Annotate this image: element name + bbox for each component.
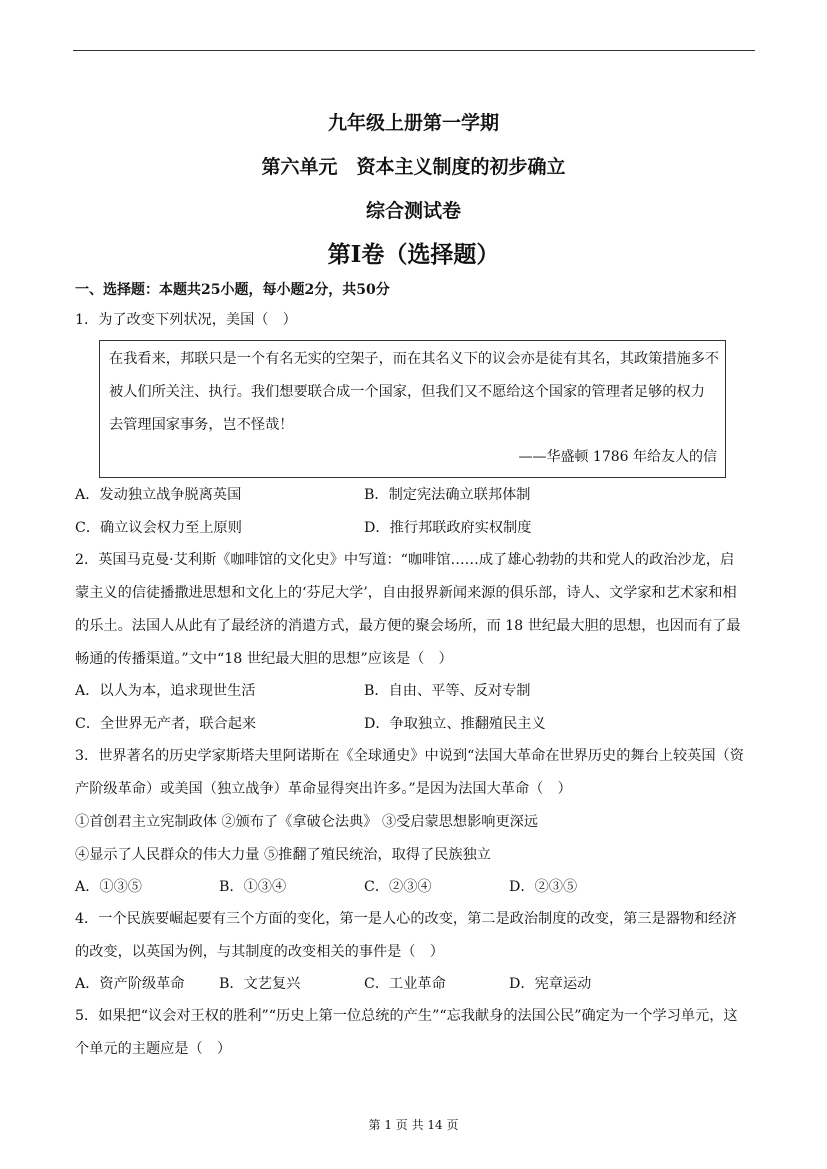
q3-option-c: C．②③④ [364, 879, 432, 895]
q1-option-d: D．推行邦联政府实权制度 [364, 520, 532, 536]
q4-option-d: D．宪章运动 [509, 976, 592, 992]
volume-title: 第Ⅰ卷（选择题） [327, 241, 500, 268]
q3-item-line: ④显示了人民群众的伟大力量 ⑤推翻了殖民统治，取得了民族独立 [75, 847, 491, 863]
q4-option-b: B．文艺复兴 [219, 976, 301, 992]
q3-option-d: D．②③⑤ [509, 879, 578, 895]
q5-line: 个单元的主题应是（ ） [75, 1041, 232, 1057]
q3-line: 产阶级革命）或美国（独立战争）革命显得突出许多。”是因为法国大革命（ ） [75, 781, 572, 797]
q1-option-b: B．制定宪法确立联邦体制 [364, 487, 531, 503]
unit-title: 第六单元 资本主义制度的初步确立 [261, 156, 566, 178]
q1-stem: 1．为了改变下列状况，美国（ ） [75, 312, 297, 328]
grade-title: 九年级上册第一学期 [327, 112, 499, 134]
q2-option-b: B．自由、平等、反对专制 [364, 683, 531, 699]
q2-line: 2．英国马克曼·艾利斯《咖啡馆的文化史》中写道：“咖啡馆……成了雄心勃勃的共和党人的政治沙龙，启 [75, 552, 735, 568]
q4-option-c: C．工业革命 [364, 976, 446, 992]
q1-option-a: A．发动独立战争脱离英国 [75, 487, 242, 503]
q4-line: 的改变，以英国为例，与其制度的改变相关的事件是（ ） [75, 944, 444, 960]
q1-quote-source: ——华盛顿 1786 年给友人的信 [518, 449, 717, 465]
q4-line: 4．一个民族要崛起要有三个方面的变化，第一是人心的改变，第二是政治制度的改变，第三是器物和经济 [75, 911, 737, 927]
section-heading: 一、选择题：本题共25小题，每小题2分，共50分 [75, 282, 390, 298]
q2-line: 畅通的传播渠道。”文中“18 世纪最大胆的思想”应该是（ ） [75, 651, 453, 667]
header-rule [73, 50, 755, 51]
q3-option-a: A．①③⑤ [75, 879, 142, 895]
q4-option-a: A．资产阶级革命 [75, 976, 185, 992]
q3-option-b: B．①③④ [219, 879, 287, 895]
q1-quote-line: 去管理国家事务，岂不怪哉！ [109, 417, 294, 433]
q1-option-c: C．确立议会权力至上原则 [75, 520, 242, 536]
page-number: 第 1 页 共 14 页 [368, 1118, 459, 1132]
q3-line: 3．世界著名的历史学家斯塔夫里阿诺斯在《全球通史》中说到“法国大革命在世界历史的舞台上较英国（资 [75, 748, 744, 764]
test-title: 综合测试卷 [365, 200, 461, 222]
q2-option-d: D．争取独立、推翻殖民主义 [364, 716, 546, 732]
q3-item-line: ①首创君主立宪制政体 ②颁布了《拿破仑法典》 ③受启蒙思想影响更深远 [75, 814, 539, 830]
q1-quote-line: 被人们所关注、执行。我们想要联合成一个国家，但我们又不愿给这个国家的管理者足够的权力 [109, 384, 705, 400]
q2-option-c: C．全世界无产者，联合起来 [75, 716, 257, 732]
q2-line: 蒙主义的信徒播撒进思想和文化上的‘芬尼大学’，自由报界新闻来源的俱乐部，诗人、文学家和艺术家和相 [75, 585, 737, 601]
q1-quote-line: 在我看来，邦联只是一个有名无实的空架子，而在其名义下的议会亦是徒有其名，其政策措施多不 [109, 351, 720, 367]
q1-quote-box [99, 340, 726, 478]
q5-line: 5．如果把“议会对王权的胜利”“历史上第一位总统的产生”“忘我献身的法国公民”确定为一个学习单元，这 [75, 1008, 738, 1024]
q2-option-a: A．以人为本，追求现世生活 [75, 683, 256, 699]
q2-line: 的乐土。法国人从此有了最经济的消遣方式，最方便的聚会场所，而 18 世纪最大胆的思想，也因而有了最 [75, 618, 741, 634]
